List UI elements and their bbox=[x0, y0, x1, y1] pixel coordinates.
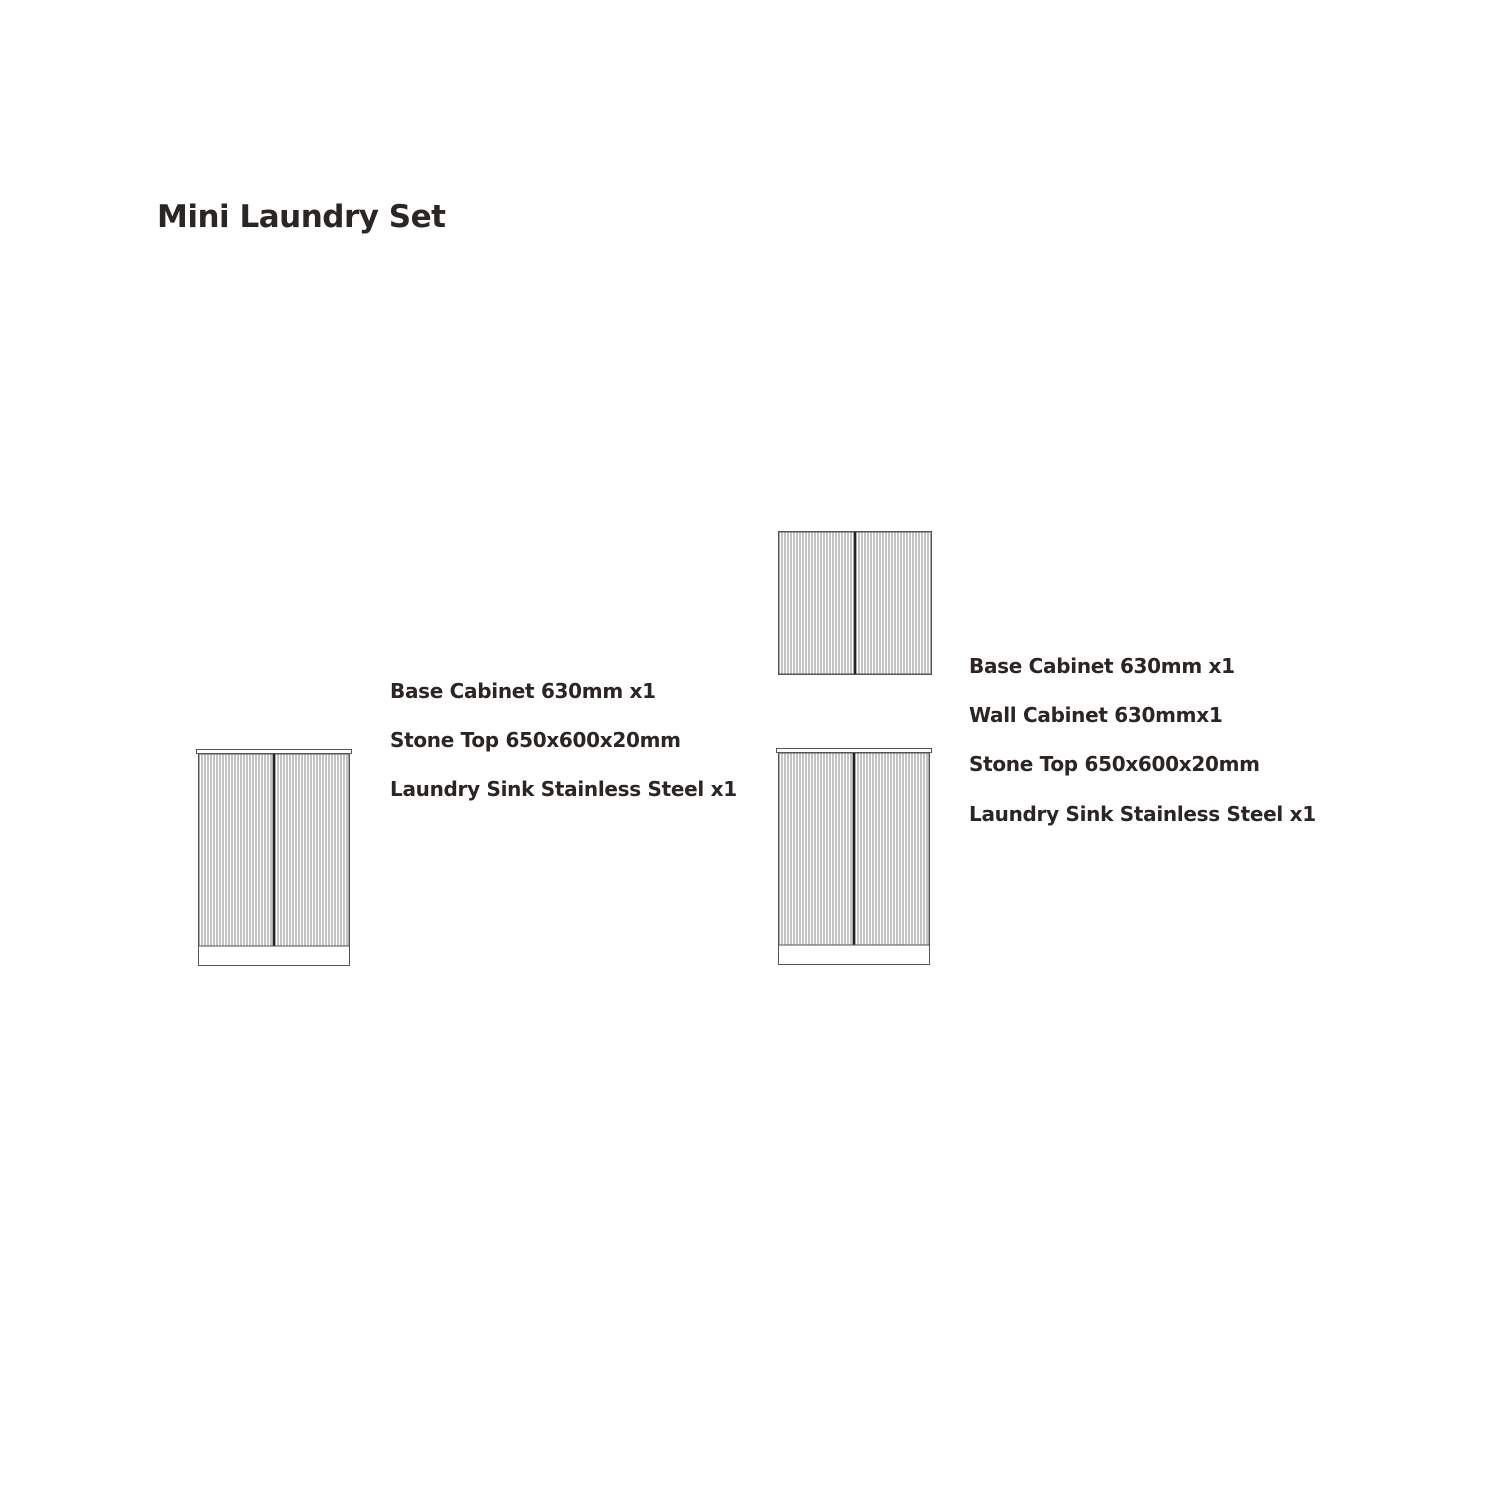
spec-item: Laundry Sink Stainless Steel x1 bbox=[390, 777, 737, 801]
base-cabinet-illustration-b bbox=[776, 748, 932, 966]
spec-item: Base Cabinet 630mm x1 bbox=[969, 654, 1235, 678]
spec-item: Wall Cabinet 630mmx1 bbox=[969, 703, 1223, 727]
stone-top bbox=[197, 750, 352, 754]
spec-item: Stone Top 650x600x20mm bbox=[390, 728, 681, 752]
base-cabinet-illustration-a bbox=[196, 749, 352, 967]
stone-top bbox=[777, 749, 932, 753]
spec-item: Stone Top 650x600x20mm bbox=[969, 752, 1260, 776]
spec-item: Laundry Sink Stainless Steel x1 bbox=[969, 802, 1316, 826]
spec-item: Base Cabinet 630mm x1 bbox=[390, 679, 656, 703]
wall-cabinet-illustration bbox=[778, 531, 932, 676]
page-title: Mini Laundry Set bbox=[157, 199, 446, 235]
